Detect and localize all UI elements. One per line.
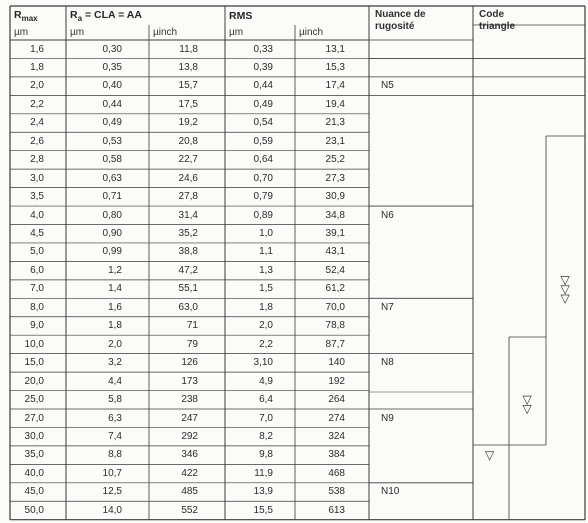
cell-ra-uinch: 35,2 xyxy=(178,228,198,239)
cell-ra-uinch: 238 xyxy=(181,394,198,406)
cell-ra-uinch: 20,8 xyxy=(178,135,198,147)
cell-rmax: 4,5 xyxy=(30,228,44,239)
nuance-header-line1: Nuance de xyxy=(375,9,426,20)
ra-suffix: = CLA = AA xyxy=(82,9,142,21)
cell-rms-um: 0,70 xyxy=(253,172,273,184)
cell-ra-um: 3,2 xyxy=(108,357,122,369)
cell-ra-um: 1,8 xyxy=(108,320,122,332)
cell-rmax: 2,8 xyxy=(30,154,44,166)
rmax-label: R xyxy=(14,9,22,21)
cell-rms-um: 0,89 xyxy=(253,209,273,221)
cell-ra-uinch: 346 xyxy=(181,449,198,461)
cell-ra-um: 0,44 xyxy=(102,98,122,110)
cell-rms-uinch: 25,2 xyxy=(325,154,345,166)
cell-ra-um: 1,4 xyxy=(108,283,122,295)
cell-rms-um: 0,44 xyxy=(253,80,273,92)
cell-ra-um: 1,2 xyxy=(108,264,122,276)
cell-rms-uinch: 264 xyxy=(328,394,345,406)
cell-rms-uinch: 13,1 xyxy=(325,43,345,55)
cell-ra-uinch: 63,0 xyxy=(178,301,198,313)
cell-ra-uinch: 55,1 xyxy=(178,283,198,295)
cell-ra-uinch: 27,8 xyxy=(178,191,198,203)
nuance-label: N7 xyxy=(381,301,394,313)
cell-rmax: 2,4 xyxy=(30,117,44,129)
cell-ra-uinch: 292 xyxy=(181,430,198,442)
cell-rms-uinch: 140 xyxy=(328,357,345,369)
cell-rmax: 3,5 xyxy=(30,191,44,203)
cell-rms-uinch: 274 xyxy=(328,412,345,424)
cell-rms-um: 7,0 xyxy=(259,412,273,424)
cell-ra-uinch: 17,5 xyxy=(178,98,198,110)
unit-rmax: µm xyxy=(14,27,29,38)
cell-rmax: 1,6 xyxy=(30,43,44,55)
cell-ra-um: 8,8 xyxy=(108,449,122,461)
cell-rms-um: 13,9 xyxy=(253,486,273,498)
cell-ra-um: 6,3 xyxy=(108,412,122,424)
cell-ra-um: 0,99 xyxy=(102,246,122,258)
nuance-label: N9 xyxy=(381,412,394,424)
cell-ra-um: 4,4 xyxy=(108,375,122,387)
nuance-label: N8 xyxy=(381,357,394,369)
cell-ra-uinch: 31,4 xyxy=(178,209,198,221)
cell-ra-uinch: 173 xyxy=(181,375,198,387)
cell-rms-um: 4,9 xyxy=(259,375,273,387)
cell-rmax: 4,0 xyxy=(30,209,44,221)
cell-ra-uinch: 24,6 xyxy=(178,172,198,184)
cell-rms-um: 15,5 xyxy=(253,504,273,516)
cell-rms-uinch: 87,7 xyxy=(325,338,345,350)
cell-rms-um: 1,8 xyxy=(259,301,273,313)
cell-ra-uinch: 485 xyxy=(181,486,198,498)
cell-rms-um: 0,54 xyxy=(253,117,273,129)
cell-rms-um: 8,2 xyxy=(259,430,273,442)
cell-rmax: 1,8 xyxy=(30,61,44,73)
cell-rmax: 45,0 xyxy=(24,486,44,498)
nuance-label: N5 xyxy=(381,80,394,92)
cell-ra-uinch: 22,7 xyxy=(178,154,198,166)
triangle-one-icon: ▷ xyxy=(483,451,498,461)
cell-ra-um: 14,0 xyxy=(102,504,122,516)
cell-ra-um: 0,35 xyxy=(102,61,122,73)
rmax-sub: max xyxy=(21,14,38,24)
cell-rms-um: 1,5 xyxy=(259,283,273,295)
cell-rmax: 3,0 xyxy=(30,172,44,184)
cell-rmax: 7,0 xyxy=(30,283,44,295)
cell-rms-um: 3,10 xyxy=(253,357,273,369)
cell-rms-uinch: 27,3 xyxy=(325,172,345,184)
cell-ra-um: 0,80 xyxy=(102,209,122,221)
cell-rms-um: 0,33 xyxy=(253,43,273,55)
cell-rmax: 25,0 xyxy=(24,394,44,406)
cell-rms-um: 9,8 xyxy=(259,449,273,461)
cell-ra-um: 10,7 xyxy=(102,467,122,479)
cell-rmax: 10,0 xyxy=(24,338,44,350)
cell-ra-uinch: 71 xyxy=(186,320,198,332)
cell-ra-uinch: 247 xyxy=(181,412,198,424)
ra-sub: a xyxy=(77,14,83,24)
nuance-header-line2: rugosité xyxy=(375,21,415,32)
code-header-line1: Code xyxy=(479,9,504,20)
cell-rmax: 35,0 xyxy=(24,449,44,461)
cell-rmax: 50,0 xyxy=(24,504,44,516)
cell-rms-um: 1,3 xyxy=(259,264,273,276)
cell-rms-um: 0,79 xyxy=(253,191,273,203)
cell-ra-um: 7,4 xyxy=(108,430,122,442)
cell-rms-uinch: 61,2 xyxy=(325,283,345,295)
rmax-header xyxy=(14,9,38,25)
cell-rms-uinch: 17,4 xyxy=(325,80,345,92)
cell-ra-uinch: 15,7 xyxy=(178,80,198,92)
cell-rms-uinch: 538 xyxy=(328,486,345,498)
rms-header: RMS xyxy=(229,10,253,22)
cell-ra-um: 0,40 xyxy=(102,80,122,92)
cell-ra-uinch: 19,2 xyxy=(178,117,198,129)
cell-rms-uinch: 192 xyxy=(328,375,345,387)
unit-ra-um: µm xyxy=(70,27,85,38)
cell-ra-uinch: 422 xyxy=(181,467,198,479)
cell-ra-uinch: 11,8 xyxy=(179,43,198,55)
cell-rms-um: 0,39 xyxy=(253,61,273,73)
nuance-label: N6 xyxy=(381,209,394,221)
cell-ra-um: 0,58 xyxy=(102,154,122,166)
cell-rmax: 5,0 xyxy=(30,246,44,258)
cell-rmax: 30,0 xyxy=(24,430,44,442)
cell-rms-uinch: 43,1 xyxy=(325,246,345,258)
cell-rmax: 2,2 xyxy=(30,98,44,110)
unit-ra-uinch: µinch xyxy=(153,27,178,38)
unit-rms-uinch: µinch xyxy=(299,27,324,38)
cell-rms-um: 2,0 xyxy=(259,320,273,332)
cell-rms-um: 11,9 xyxy=(254,467,273,479)
triangle-three-icon: ▷▷▷ xyxy=(558,276,573,304)
cell-rms-uinch: 78,8 xyxy=(325,320,345,332)
cell-rms-uinch: 52,4 xyxy=(325,264,345,276)
cell-ra-uinch: 47,2 xyxy=(178,264,198,276)
cell-rms-uinch: 468 xyxy=(328,467,345,479)
cell-ra-um: 0,53 xyxy=(102,135,122,147)
cell-rmax: 2,6 xyxy=(30,135,44,147)
cell-rms-uinch: 19,4 xyxy=(325,98,345,110)
cell-ra-um: 0,49 xyxy=(102,117,122,129)
cell-rms-um: 0,59 xyxy=(253,135,273,147)
cell-ra-uinch: 38,8 xyxy=(178,246,198,258)
ra-header xyxy=(70,9,142,25)
triangle-two-icon: ▷▷ xyxy=(521,395,536,415)
cell-ra-um: 0,71 xyxy=(102,191,122,203)
cell-rms-uinch: 384 xyxy=(328,449,345,461)
cell-ra-um: 2,0 xyxy=(108,338,122,350)
cell-rms-uinch: 15,3 xyxy=(325,61,345,73)
cell-rms-um: 1,0 xyxy=(259,228,273,239)
cell-ra-uinch: 13,8 xyxy=(178,61,198,73)
cell-rms-uinch: 39,1 xyxy=(325,228,345,239)
cell-rmax: 15,0 xyxy=(24,357,44,369)
cell-rmax: 27,0 xyxy=(24,412,44,424)
cell-rms-um: 0,64 xyxy=(253,154,273,166)
cell-rms-um: 0,49 xyxy=(253,98,273,110)
cell-rms-uinch: 70,0 xyxy=(325,301,345,313)
cell-rmax: 2,0 xyxy=(30,80,44,92)
cell-rms-uinch: 613 xyxy=(328,504,345,516)
cell-rms-uinch: 30,9 xyxy=(325,191,345,203)
ra-prefix: R xyxy=(70,9,78,21)
cell-rms-um: 6,4 xyxy=(259,394,273,406)
cell-rmax: 20,0 xyxy=(24,375,44,387)
nuance-label: N10 xyxy=(381,486,400,498)
cell-ra-um: 12,5 xyxy=(102,486,122,498)
cell-ra-um: 1,6 xyxy=(108,301,122,313)
code-header-line2: triangle xyxy=(479,21,516,32)
cell-ra-um: 0,63 xyxy=(102,172,122,184)
cell-rmax: 6,0 xyxy=(30,264,44,276)
cell-ra-uinch: 126 xyxy=(181,357,198,369)
cell-rms-uinch: 23,1 xyxy=(325,135,345,147)
unit-rms-um: µm xyxy=(229,27,244,38)
cell-rms-uinch: 34,8 xyxy=(325,209,345,221)
cell-ra-um: 5,8 xyxy=(108,394,122,406)
cell-ra-uinch: 79 xyxy=(186,338,198,350)
cell-rms-uinch: 21,3 xyxy=(325,117,345,129)
cell-ra-uinch: 552 xyxy=(181,504,198,516)
cell-rmax: 40,0 xyxy=(24,467,44,479)
cell-ra-um: 0,90 xyxy=(102,228,122,239)
cell-rmax: 9,0 xyxy=(30,320,44,332)
cell-ra-um: 0,30 xyxy=(102,43,122,55)
cell-rms-um: 1,1 xyxy=(259,246,273,258)
cell-rmax: 8,0 xyxy=(30,301,44,313)
cell-rms-um: 2,2 xyxy=(259,338,273,350)
cell-rms-uinch: 324 xyxy=(328,430,345,442)
